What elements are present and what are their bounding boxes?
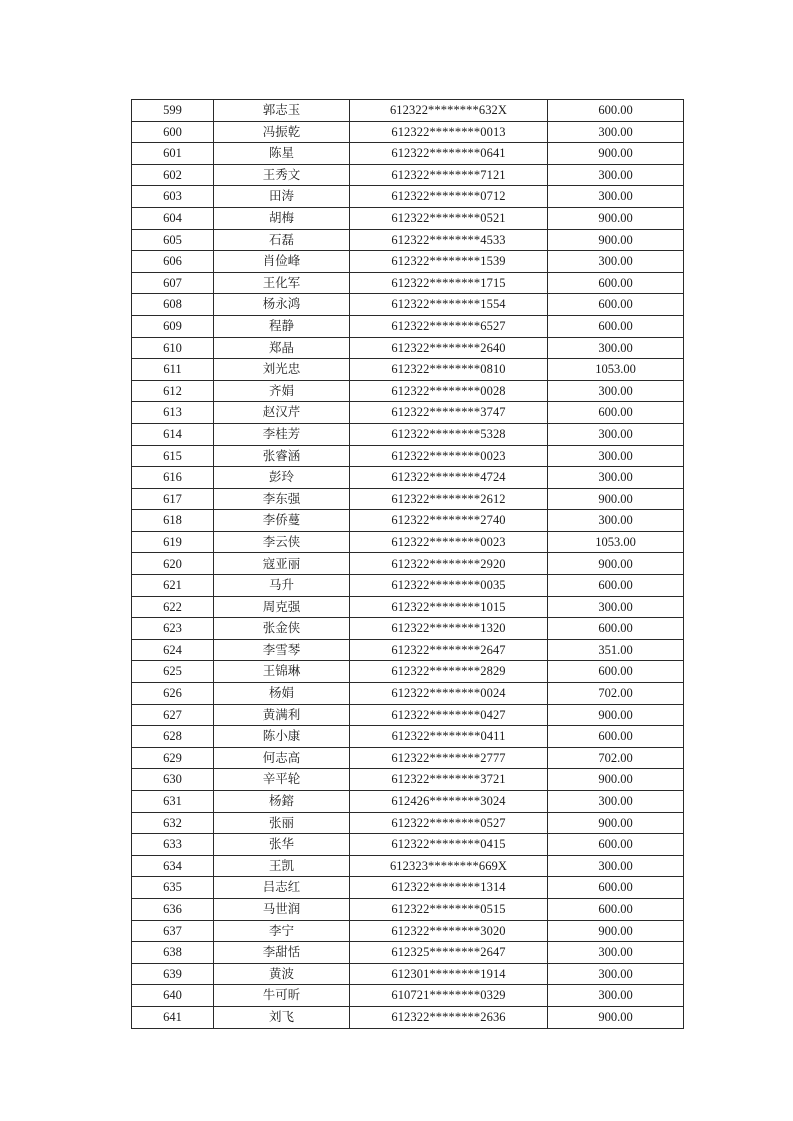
id-number-cell: 612322********4533 bbox=[350, 229, 548, 251]
table-row bbox=[132, 445, 684, 467]
person-name-cell: 李东强 bbox=[214, 488, 350, 510]
table-row bbox=[132, 834, 684, 856]
table-row bbox=[132, 704, 684, 726]
amount-cell: 300.00 bbox=[548, 445, 684, 467]
row-number-cell: 625 bbox=[132, 661, 214, 683]
table-row bbox=[132, 791, 684, 813]
row-number-cell: 610 bbox=[132, 337, 214, 359]
person-name-cell: 李云侠 bbox=[214, 531, 350, 553]
person-name-cell: 李雪琴 bbox=[214, 639, 350, 661]
roster-table bbox=[131, 99, 684, 1029]
id-number-cell: 612322********1539 bbox=[350, 251, 548, 273]
id-number-cell: 612322********3747 bbox=[350, 402, 548, 424]
amount-cell: 300.00 bbox=[548, 164, 684, 186]
amount-cell: 1053.00 bbox=[548, 359, 684, 381]
table-row bbox=[132, 618, 684, 640]
person-name-cell: 张金侠 bbox=[214, 618, 350, 640]
id-number-cell: 612322********0415 bbox=[350, 834, 548, 856]
row-number-cell: 633 bbox=[132, 834, 214, 856]
amount-cell: 300.00 bbox=[548, 337, 684, 359]
person-name-cell: 杨娟 bbox=[214, 683, 350, 705]
table-row bbox=[132, 294, 684, 316]
id-number-cell: 612322********1015 bbox=[350, 596, 548, 618]
person-name-cell: 黄满利 bbox=[214, 704, 350, 726]
person-name-cell: 程静 bbox=[214, 315, 350, 337]
amount-cell: 300.00 bbox=[548, 467, 684, 489]
row-number-cell: 615 bbox=[132, 445, 214, 467]
person-name-cell: 赵汉芹 bbox=[214, 402, 350, 424]
amount-cell: 300.00 bbox=[548, 186, 684, 208]
id-number-cell: 612322********0023 bbox=[350, 445, 548, 467]
id-number-cell: 612322********3721 bbox=[350, 769, 548, 791]
id-number-cell: 612322********2640 bbox=[350, 337, 548, 359]
row-number-cell: 627 bbox=[132, 704, 214, 726]
table-row bbox=[132, 380, 684, 402]
id-number-cell: 612322********0521 bbox=[350, 207, 548, 229]
person-name-cell: 陈小康 bbox=[214, 726, 350, 748]
amount-cell: 600.00 bbox=[548, 402, 684, 424]
table-row bbox=[132, 207, 684, 229]
person-name-cell: 肖俭峰 bbox=[214, 251, 350, 273]
table-row bbox=[132, 251, 684, 273]
id-number-cell: 612322********3020 bbox=[350, 920, 548, 942]
table-row bbox=[132, 920, 684, 942]
amount-cell: 300.00 bbox=[548, 380, 684, 402]
id-number-cell: 612322********2647 bbox=[350, 639, 548, 661]
row-number-cell: 638 bbox=[132, 942, 214, 964]
table-row bbox=[132, 942, 684, 964]
row-number-cell: 641 bbox=[132, 1006, 214, 1028]
row-number-cell: 614 bbox=[132, 423, 214, 445]
row-number-cell: 612 bbox=[132, 380, 214, 402]
amount-cell: 300.00 bbox=[548, 510, 684, 532]
person-name-cell: 杨永鸿 bbox=[214, 294, 350, 316]
person-name-cell: 张丽 bbox=[214, 812, 350, 834]
amount-cell: 900.00 bbox=[548, 769, 684, 791]
id-number-cell: 612322********0024 bbox=[350, 683, 548, 705]
id-number-cell: 612322********4724 bbox=[350, 467, 548, 489]
row-number-cell: 626 bbox=[132, 683, 214, 705]
person-name-cell: 李桂芳 bbox=[214, 423, 350, 445]
amount-cell: 900.00 bbox=[548, 207, 684, 229]
row-number-cell: 604 bbox=[132, 207, 214, 229]
id-number-cell: 612322********1554 bbox=[350, 294, 548, 316]
row-number-cell: 639 bbox=[132, 963, 214, 985]
table-row bbox=[132, 855, 684, 877]
person-name-cell: 牛可昕 bbox=[214, 985, 350, 1007]
amount-cell: 900.00 bbox=[548, 143, 684, 165]
row-number-cell: 622 bbox=[132, 596, 214, 618]
row-number-cell: 620 bbox=[132, 553, 214, 575]
amount-cell: 600.00 bbox=[548, 834, 684, 856]
amount-cell: 600.00 bbox=[548, 272, 684, 294]
id-number-cell: 612322********7121 bbox=[350, 164, 548, 186]
table-row bbox=[132, 985, 684, 1007]
person-name-cell: 寇亚丽 bbox=[214, 553, 350, 575]
id-number-cell: 612322********5328 bbox=[350, 423, 548, 445]
table-row bbox=[132, 229, 684, 251]
row-number-cell: 599 bbox=[132, 100, 214, 122]
row-number-cell: 607 bbox=[132, 272, 214, 294]
id-number-cell: 612301********1914 bbox=[350, 963, 548, 985]
id-number-cell: 612325********2647 bbox=[350, 942, 548, 964]
row-number-cell: 636 bbox=[132, 898, 214, 920]
amount-cell: 600.00 bbox=[548, 294, 684, 316]
id-number-cell: 612322********2829 bbox=[350, 661, 548, 683]
amount-cell: 300.00 bbox=[548, 596, 684, 618]
person-name-cell: 胡梅 bbox=[214, 207, 350, 229]
id-number-cell: 612322********1320 bbox=[350, 618, 548, 640]
amount-cell: 600.00 bbox=[548, 315, 684, 337]
id-number-cell: 612322********0035 bbox=[350, 575, 548, 597]
id-number-cell: 612322********2920 bbox=[350, 553, 548, 575]
person-name-cell: 郑晶 bbox=[214, 337, 350, 359]
amount-cell: 300.00 bbox=[548, 942, 684, 964]
table-row bbox=[132, 359, 684, 381]
row-number-cell: 603 bbox=[132, 186, 214, 208]
person-name-cell: 黄波 bbox=[214, 963, 350, 985]
amount-cell: 702.00 bbox=[548, 747, 684, 769]
amount-cell: 600.00 bbox=[548, 726, 684, 748]
id-number-cell: 612322********2777 bbox=[350, 747, 548, 769]
person-name-cell: 辛平轮 bbox=[214, 769, 350, 791]
person-name-cell: 周克强 bbox=[214, 596, 350, 618]
id-number-cell: 612322********632X bbox=[350, 100, 548, 122]
person-name-cell: 彭玲 bbox=[214, 467, 350, 489]
row-number-cell: 630 bbox=[132, 769, 214, 791]
table-row bbox=[132, 683, 684, 705]
table-row bbox=[132, 747, 684, 769]
amount-cell: 600.00 bbox=[548, 898, 684, 920]
id-number-cell: 612322********0810 bbox=[350, 359, 548, 381]
amount-cell: 300.00 bbox=[548, 791, 684, 813]
amount-cell: 600.00 bbox=[548, 877, 684, 899]
id-number-cell: 612322********0411 bbox=[350, 726, 548, 748]
id-number-cell: 612322********0013 bbox=[350, 121, 548, 143]
amount-cell: 900.00 bbox=[548, 812, 684, 834]
row-number-cell: 611 bbox=[132, 359, 214, 381]
id-number-cell: 612322********1314 bbox=[350, 877, 548, 899]
person-name-cell: 李甜恬 bbox=[214, 942, 350, 964]
id-number-cell: 612322********2612 bbox=[350, 488, 548, 510]
amount-cell: 351.00 bbox=[548, 639, 684, 661]
row-number-cell: 618 bbox=[132, 510, 214, 532]
roster-table-body bbox=[132, 100, 684, 1029]
person-name-cell: 张睿涵 bbox=[214, 445, 350, 467]
amount-cell: 300.00 bbox=[548, 251, 684, 273]
table-row bbox=[132, 963, 684, 985]
amount-cell: 600.00 bbox=[548, 100, 684, 122]
document-page bbox=[131, 99, 683, 1029]
amount-cell: 300.00 bbox=[548, 963, 684, 985]
amount-cell: 900.00 bbox=[548, 488, 684, 510]
row-number-cell: 631 bbox=[132, 791, 214, 813]
row-number-cell: 613 bbox=[132, 402, 214, 424]
person-name-cell: 王凯 bbox=[214, 855, 350, 877]
table-row bbox=[132, 596, 684, 618]
person-name-cell: 张华 bbox=[214, 834, 350, 856]
table-row bbox=[132, 143, 684, 165]
table-row bbox=[132, 531, 684, 553]
amount-cell: 300.00 bbox=[548, 855, 684, 877]
id-number-cell: 610721********0329 bbox=[350, 985, 548, 1007]
table-row bbox=[132, 402, 684, 424]
row-number-cell: 621 bbox=[132, 575, 214, 597]
id-number-cell: 612322********6527 bbox=[350, 315, 548, 337]
amount-cell: 1053.00 bbox=[548, 531, 684, 553]
person-name-cell: 李侨蔓 bbox=[214, 510, 350, 532]
table-row bbox=[132, 423, 684, 445]
amount-cell: 900.00 bbox=[548, 704, 684, 726]
id-number-cell: 612322********0712 bbox=[350, 186, 548, 208]
table-row bbox=[132, 639, 684, 661]
person-name-cell: 田涛 bbox=[214, 186, 350, 208]
id-number-cell: 612322********2636 bbox=[350, 1006, 548, 1028]
table-row bbox=[132, 510, 684, 532]
row-number-cell: 628 bbox=[132, 726, 214, 748]
amount-cell: 300.00 bbox=[548, 121, 684, 143]
table-row bbox=[132, 575, 684, 597]
table-row bbox=[132, 272, 684, 294]
amount-cell: 300.00 bbox=[548, 423, 684, 445]
row-number-cell: 637 bbox=[132, 920, 214, 942]
person-name-cell: 王秀文 bbox=[214, 164, 350, 186]
table-row bbox=[132, 553, 684, 575]
person-name-cell: 郭志玉 bbox=[214, 100, 350, 122]
id-number-cell: 612322********1715 bbox=[350, 272, 548, 294]
table-row bbox=[132, 661, 684, 683]
id-number-cell: 612322********0641 bbox=[350, 143, 548, 165]
row-number-cell: 632 bbox=[132, 812, 214, 834]
row-number-cell: 617 bbox=[132, 488, 214, 510]
person-name-cell: 何志高 bbox=[214, 747, 350, 769]
id-number-cell: 612322********0028 bbox=[350, 380, 548, 402]
amount-cell: 600.00 bbox=[548, 575, 684, 597]
table-row bbox=[132, 812, 684, 834]
amount-cell: 600.00 bbox=[548, 661, 684, 683]
person-name-cell: 马升 bbox=[214, 575, 350, 597]
person-name-cell: 齐娟 bbox=[214, 380, 350, 402]
row-number-cell: 602 bbox=[132, 164, 214, 186]
row-number-cell: 634 bbox=[132, 855, 214, 877]
person-name-cell: 刘光忠 bbox=[214, 359, 350, 381]
id-number-cell: 612322********0515 bbox=[350, 898, 548, 920]
id-number-cell: 612322********2740 bbox=[350, 510, 548, 532]
row-number-cell: 601 bbox=[132, 143, 214, 165]
person-name-cell: 马世润 bbox=[214, 898, 350, 920]
table-row bbox=[132, 488, 684, 510]
row-number-cell: 608 bbox=[132, 294, 214, 316]
row-number-cell: 606 bbox=[132, 251, 214, 273]
amount-cell: 900.00 bbox=[548, 229, 684, 251]
amount-cell: 702.00 bbox=[548, 683, 684, 705]
table-row bbox=[132, 769, 684, 791]
amount-cell: 900.00 bbox=[548, 553, 684, 575]
person-name-cell: 李宁 bbox=[214, 920, 350, 942]
row-number-cell: 623 bbox=[132, 618, 214, 640]
id-number-cell: 612322********0527 bbox=[350, 812, 548, 834]
row-number-cell: 640 bbox=[132, 985, 214, 1007]
table-row bbox=[132, 186, 684, 208]
table-row bbox=[132, 726, 684, 748]
table-row bbox=[132, 1006, 684, 1028]
table-row bbox=[132, 337, 684, 359]
person-name-cell: 陈星 bbox=[214, 143, 350, 165]
row-number-cell: 600 bbox=[132, 121, 214, 143]
amount-cell: 900.00 bbox=[548, 920, 684, 942]
amount-cell: 600.00 bbox=[548, 618, 684, 640]
table-row bbox=[132, 100, 684, 122]
person-name-cell: 吕志红 bbox=[214, 877, 350, 899]
table-row bbox=[132, 121, 684, 143]
person-name-cell: 石磊 bbox=[214, 229, 350, 251]
amount-cell: 300.00 bbox=[548, 985, 684, 1007]
person-name-cell: 刘飞 bbox=[214, 1006, 350, 1028]
id-number-cell: 612426********3024 bbox=[350, 791, 548, 813]
table-row bbox=[132, 467, 684, 489]
amount-cell: 900.00 bbox=[548, 1006, 684, 1028]
row-number-cell: 624 bbox=[132, 639, 214, 661]
row-number-cell: 619 bbox=[132, 531, 214, 553]
id-number-cell: 612322********0023 bbox=[350, 531, 548, 553]
row-number-cell: 635 bbox=[132, 877, 214, 899]
table-row bbox=[132, 898, 684, 920]
person-name-cell: 王化军 bbox=[214, 272, 350, 294]
person-name-cell: 冯振乾 bbox=[214, 121, 350, 143]
person-name-cell: 杨鎔 bbox=[214, 791, 350, 813]
row-number-cell: 605 bbox=[132, 229, 214, 251]
row-number-cell: 616 bbox=[132, 467, 214, 489]
row-number-cell: 629 bbox=[132, 747, 214, 769]
id-number-cell: 612323********669X bbox=[350, 855, 548, 877]
table-row bbox=[132, 315, 684, 337]
table-row bbox=[132, 164, 684, 186]
table-row bbox=[132, 877, 684, 899]
person-name-cell: 王锦琳 bbox=[214, 661, 350, 683]
id-number-cell: 612322********0427 bbox=[350, 704, 548, 726]
row-number-cell: 609 bbox=[132, 315, 214, 337]
